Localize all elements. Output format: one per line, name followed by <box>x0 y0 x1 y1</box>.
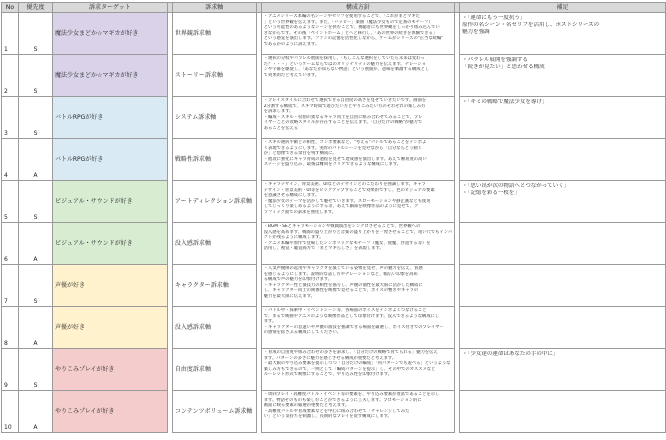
policy-line: してじっくり楽しめるようにする等、あえて細部を映像作品のように見せて、グ <box>263 204 419 210</box>
policy-cell <box>261 265 454 307</box>
policy-line: イヤーごとの攻略スタイルが存在することを伝えます。「自分だけの戦略"が魅力で <box>263 120 423 126</box>
policy-cell <box>261 349 454 391</box>
policy-line: ラフィック面での訴求を強化します。 <box>263 209 337 215</box>
header-policy: 構成方針 <box>261 3 454 13</box>
row-number: 4 <box>2 139 19 181</box>
priority-cell: S <box>18 181 52 223</box>
row-number: 2 <box>2 55 19 97</box>
row-number: 8 <box>2 307 19 349</box>
policy-line: し、キャラクター同士の関係性を映像で見せることで、ボイスの響きやキャラの <box>263 288 419 294</box>
row-number: 10 <box>2 391 19 433</box>
policy-line: て効果的だと考えています。 <box>263 72 320 78</box>
policy-line: ・スキル選択や敵との相性、コンボ要素など、"考える"バトルであることをテンポよ <box>263 140 427 145</box>
policy-cell <box>261 181 454 223</box>
policy-line: ます。パターンの多さに魅力を感じさせる構成が重要だと考えます。 <box>263 355 397 361</box>
target-cell: 魔法少女まどか☆マギカが好き <box>52 55 167 97</box>
policy-cell <box>261 391 454 433</box>
policy-line: という可能性のあるようなシーンを挟むことで、視聴者にも世界観をしっかり組み込んでい <box>263 25 440 31</box>
axis-cell: 没入感訴求軸 <box>172 307 256 349</box>
policy-line: た？・・・」というゲームならではのオリジナリティの魅力を伝えます。ナレーショ <box>263 61 426 67</box>
policy-line: ・育成の自由度や組み合わせの多さを訴求し、「自分だけの戦略で育てられる」魅力を伝え <box>263 350 438 355</box>
policy-line: ・他攻に強化にキャラ育成の過程を見せて達成感を演出します。あえて難易度の高い <box>263 156 427 162</box>
note-line: 「続きが見たい」と思わせる構成 <box>462 64 545 70</box>
policy-line: 没入感を高めます。戦闘の盛り上がりと音楽の盛り上がりを一致させることで、短い尺でもインパ <box>263 229 453 235</box>
row-number: 6 <box>2 223 19 265</box>
table-row <box>2 391 666 433</box>
priority-cell: A <box>18 391 52 433</box>
note-cell <box>460 223 666 265</box>
note-cell <box>460 265 666 307</box>
note-line: 原作の名シーン・名セリフを活用し、ポストシリーズの <box>462 22 600 28</box>
row-number: 1 <box>2 13 19 55</box>
policy-line: ・プレイスタイルに合わせて選択できる自由度の高さを見せていきたいです。画面を <box>263 98 427 103</box>
note-line: ・パラレル展開を強調する <box>462 57 528 63</box>
policy-line: きながらです。その後「ペイントホーム」とへと移行し、「あの世界の続きを体験できる」 <box>263 30 438 36</box>
policy-line: ルーレット形式で映像にすることで、やり込み性を印象付けます。 <box>263 372 393 378</box>
policy-cell <box>261 307 454 349</box>
policy-cell <box>261 13 454 55</box>
policy-line: 2分割する構成で、スキマ時間で遊びたい方とやりこみたい方のそれぞれの楽しみ方 <box>263 103 426 109</box>
row-number: 5 <box>2 181 19 223</box>
target-cell: やりこみプレイが好き <box>52 349 167 391</box>
policy-line: を感じるようにします。説明的な話し方やナレーションなど、幅広い印象を高め <box>263 271 418 277</box>
policy-line: ・魔法少女のテーマを活かして魅せていきます。スローモーションや静止画なども使用 <box>263 198 431 204</box>
axis-cell: 世界観訴求軸 <box>172 13 256 55</box>
policy-line: 」という世界観を伝えます。また、「ハッピー」楽曲（魔法少女もので定番のモチーフ） <box>263 19 433 25</box>
policy-line: ・編成・スキル・役割の異なるキャラ同士を自由に組み合わせてみることで、プレ <box>263 114 423 120</box>
axis-cell: 没入感訴求軸 <box>172 223 256 265</box>
note-cell <box>460 181 666 223</box>
policy-line: ・人気声優陣の起用やキャラクタを演じている姿勢を見せ、声の魅力を伝え、質感 <box>263 266 423 271</box>
policy-line: 活用し、視覚・聴覚両方で「まどマギらしさ」を表現します。 <box>263 246 384 252</box>
policy-line: ・BGM・SEとキャラモーションや戦闘演出をシンクロさせることで、世界観への <box>263 224 421 229</box>
policy-line: であるかのように訴えます。 <box>263 41 320 47</box>
note-cell <box>460 139 666 181</box>
note-line: ・「キミの戦略で魔法少女を導け」 <box>462 99 548 105</box>
priority-cell: A <box>18 307 52 349</box>
table-row <box>2 265 666 307</box>
axis-cell: アートディレクション訴求軸 <box>172 181 256 223</box>
row-number: 7 <box>2 265 19 307</box>
note-line: ・「記憶を彩る一枚を」 <box>462 190 520 196</box>
table-row <box>2 349 666 391</box>
policy-cell <box>261 223 454 265</box>
note-line: ・「思い出が次の物語へとつながっていく」 <box>462 183 570 189</box>
policy-cell <box>261 55 454 97</box>
priority-cell: S <box>18 13 52 55</box>
policy-line: ・アニメ本編や原作で登場したシンボリックなモチーフ（魔女、使魔、浮遊する等）を <box>263 240 431 246</box>
axis-cell: システム訴求軸 <box>172 97 256 139</box>
header-no: No <box>2 3 19 13</box>
note-line: ・「少女達の運命はあなたの手の中に」 <box>462 351 559 357</box>
target-cell: バトルRPGが好き <box>52 139 167 181</box>
row-number: 3 <box>2 97 19 139</box>
policy-line: ・キャラクターの息遣いや声優の演技を強調できる場面を厳選し、ボイス付きでのプレイヤー <box>263 324 444 330</box>
target-cell: 魔法少女まどか☆マギカが好き <box>52 13 167 55</box>
policy-line: ・キャラクター性と演技力の相性を描写し、声優の個性を最大限に活かした構成に <box>263 282 423 288</box>
policy-line: を意識させる構成にします。 <box>263 193 320 199</box>
target-cell: やりこみプレイが好き <box>52 391 167 433</box>
policy-line: い」という気持ちを刺激し、長期的なプレイを促す構成にします。 <box>263 414 392 420</box>
policy-line: 魅力を最大限に伝えます。 <box>263 293 315 299</box>
axis-cell: 戦略性訴求軸 <box>172 139 256 181</box>
policy-line: ・選択の分岐やパラレル展開を採用し、「もしこんな選択をしていたら未来は変わっ <box>263 56 425 61</box>
axis-cell: ストーリー訴求軸 <box>172 55 256 97</box>
header-target: 訴求ターゲット <box>52 3 167 13</box>
table-row <box>2 13 666 55</box>
note-cell <box>460 307 666 349</box>
row-number: 9 <box>2 349 19 391</box>
header-priority: 優先度 <box>18 3 52 13</box>
policy-cell <box>261 97 454 139</box>
policy-line: クトが残るように構成します。 <box>263 235 324 241</box>
policy-line: ・最大限のやり込み要素を提示しつつ「自分だけの編成」「何パターンでも遊べる」というような <box>263 361 451 367</box>
priority-cell: A <box>18 223 52 265</box>
note-line: 魅力を強調 <box>462 29 490 35</box>
table-row <box>2 307 666 349</box>
policy-line: という感覚を演出します。ファンの記憶を活性化しながら、ゲームがシリーズの"正当な続編" <box>263 36 444 42</box>
table-row <box>2 97 666 139</box>
header-note: 補足 <box>460 3 666 13</box>
policy-line: で、まるで映画やアニメのような映像作品として印象付けます。没入できるような構成にし <box>263 313 440 319</box>
note-cell <box>460 55 666 97</box>
appeal-table <box>1 2 666 433</box>
target-cell: バトルRPGが好き <box>52 97 167 139</box>
note-line: ・「運命にもう一度抗う」 <box>462 15 526 21</box>
policy-line: ます。物語そのものも楽しむことができるように工夫します。プロモーション的に <box>263 397 422 403</box>
policy-line: ンや字幕を駆使し、「あなたが知らない物語」という展開が、意味を刺激する構成とし <box>263 67 430 73</box>
table-row <box>2 223 666 265</box>
policy-line: ます。 <box>263 319 277 325</box>
policy-line: あることを伝える <box>263 125 299 131</box>
policy-line: く表現できるようにします。実際のバトルシーンを見せながら「自分ならどう動く <box>263 145 423 151</box>
axis-cell: 自由度訴求軸 <box>172 349 256 391</box>
target-cell: 声優が好き <box>52 307 167 349</box>
policy-line: る構成で声の魅力を印象付けます。 <box>263 277 333 283</box>
policy-line: ステージを盛り込み、最後は難問をクリアできるような構成にします。 <box>263 162 402 168</box>
priority-cell: S <box>18 97 52 139</box>
target-cell: ビジュアル・サウンドが好き <box>52 181 167 223</box>
policy-line: の感情を揺さぶる構成にしてください。 <box>263 330 342 336</box>
policy-line: デザイン・背景美術・UI等をピックアップすることで効果的ですし、色のビジュアル要素 <box>263 187 435 193</box>
policy-line: ・高難度バトルや育成要素などを中心に組み合わせて「チャレンジしてみた <box>263 408 410 414</box>
target-cell: 声優が好き <box>52 265 167 307</box>
note-cell <box>460 97 666 139</box>
policy-line: 画面に映る要素の厳選が重要だと考えます。 <box>263 403 350 409</box>
note-cell <box>460 391 666 433</box>
priority-cell: S <box>18 55 52 97</box>
note-cell <box>460 349 666 391</box>
policy-line: 楽しみ方もできるので、一例として「編成パターンを提示」し、その中でのオススメなど <box>263 366 436 372</box>
note-cell <box>460 13 666 55</box>
priority-cell: S <box>18 349 52 391</box>
policy-line: ・アニメシリーズ本編の名シーンやセリフを使用することで、「これがまどマギだ <box>263 14 420 19</box>
priority-cell: A <box>18 139 52 181</box>
axis-cell: コンテンツボリューム訴求軸 <box>172 391 256 433</box>
policy-line: か」と想像できる余白を残す構成に。 <box>263 151 337 157</box>
policy-cell <box>261 139 454 181</box>
policy-line: ・キャラデザイン、背景美術、UIなどのデザインとのこだわりを強調します。キャラ <box>263 182 426 187</box>
target-cell: ビジュアル・サウンドが好き <box>52 223 167 265</box>
axis-cell: キャラクター訴求軸 <box>172 265 256 307</box>
policy-line: を訴求します。 <box>263 109 294 115</box>
table-row <box>2 55 666 97</box>
header-axis: 訴求軸 <box>172 3 256 13</box>
policy-line: ・周回プレイ・高難度バトル・イベント等の要素を、やり込み要素が豊富であることを示し <box>263 392 440 397</box>
policy-line: ・バトル中・探索中・イベントシーン等、各場面のボイスをテンポよくつなげること <box>263 308 427 313</box>
table-row <box>2 139 666 181</box>
header-row <box>2 3 666 13</box>
priority-cell: S <box>18 265 52 307</box>
table-row <box>2 181 666 223</box>
